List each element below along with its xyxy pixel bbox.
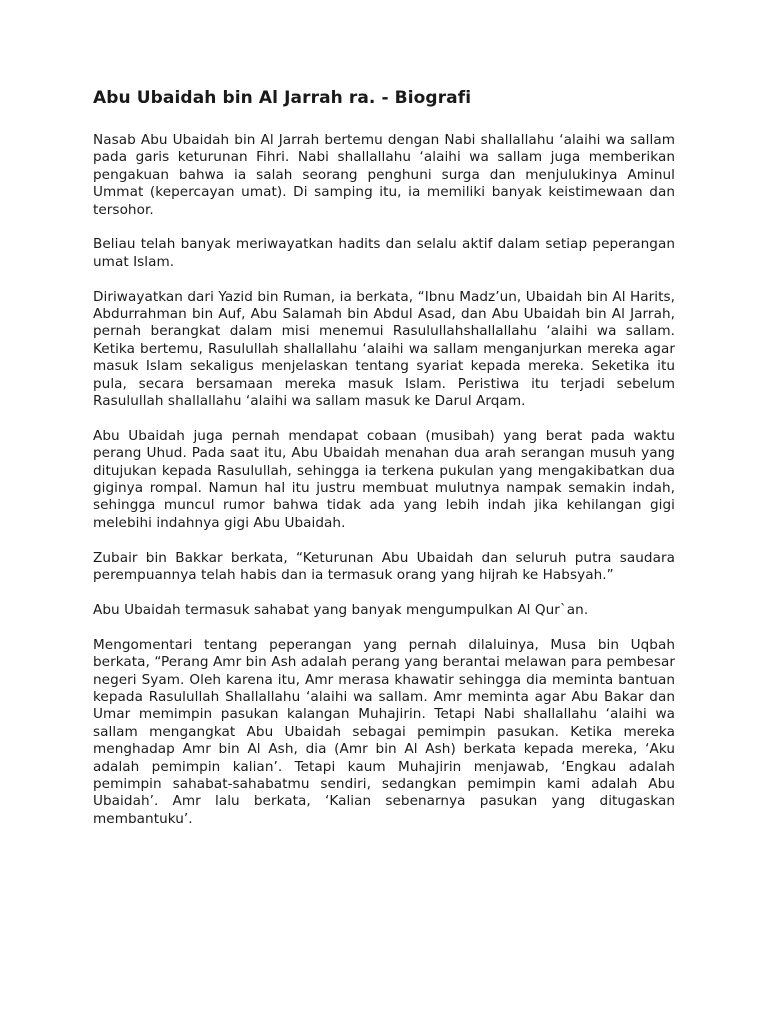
paragraph-perang-uhud: Abu Ubaidah juga pernah mendapat cobaan (musibah) yang berat pada waktu perang Uhud. Pada saat itu, Abu Ubaidah menahan dua arah serangan musuh yang ditujukan kepada Rasulullah, sehingga ia terkena pukulan yang mengakibatkan dua giginya rompal. Namun hal itu justru membuat mulutnya nampak semakin indah, sehingga muncul rumor bahwa tidak ada yang lebih indah jika kehilangan gigi melebihi indahnya gigi Abu Ubaidah. — [93, 427, 675, 531]
paragraph-zubair-bin-bakkar: Zubair bin Bakkar berkata, “Keturunan Abu Ubaidah dan seluruh putra saudara perempuannya telah habis dan ia termasuk orang yang hijrah ke Habsyah.” — [93, 549, 675, 584]
paragraph-al-quran: Abu Ubaidah termasuk sahabat yang banyak mengumpulkan Al Qur`an. — [93, 601, 589, 618]
paragraph-hadits: Beliau telah banyak meriwayatkan hadits dan selalu aktif dalam setiap peperangan umat Islam. — [93, 236, 675, 270]
document-page — [93, 86, 675, 846]
document-title: Abu Ubaidah bin Al Jarrah ra. - Biografi — [93, 88, 472, 108]
paragraph-musa-bin-uqbah: Mengomentari tentang peperangan yang pernah dilaluinya, Musa bin Uqbah berkata, “Perang Amr bin Ash adalah perang yang berantai melawan para pembesar negeri Syam. Oleh karena itu, Amr merasa khawatir sehingga dia meminta bantuan kepada Rasulullah Shallallahu ‘alaihi wa sallam. Amr meminta agar Abu Bakar dan Umar memimpin pasukan kalangan Muhajirin. Tetapi Nabi shallallahu ‘alaihi wa sallam mengangkat Abu Ubaidah sebagai pemimpin pasukan. Ketika mereka menghadap Amr bin Al Ash, dia (Amr bin Al Ash) berkata kepada mereka, ‘Aku adalah pemimpin kalian’. Tetapi kaum Muhajirin menjawab, ‘Engkau adalah pemimpin sahabat-sahabatmu sendiri, sedangkan pemimpin kami adalah Abu Ubaidah’. Amr lalu berkata, ‘Kalian sebenarnya pasukan yang ditugaskan membantuku’. — [93, 636, 675, 827]
paragraph-yazid-bin-ruman: Diriwayatkan dari Yazid bin Ruman, ia berkata, “Ibnu Madz’un, Ubaidah bin Al Harits, Abdurrahman bin Auf, Abu Salamah bin Abdul Asad, dan Abu Ubaidah bin Al Jarrah, pernah berangkat dalam misi menemui Rasulullahshallallahu ‘alaihi wa sallam. Ketika bertemu, Rasulullah shallallahu ‘alaihi wa sallam menganjurkan mereka agar masuk Islam sekaligus menjelaskan tentang syariat kepada mereka. Seketika itu pula, secara bersamaan mereka masuk Islam. Peristiwa itu terjadi sebelum Rasulullah shallallahu ‘alaihi wa sallam masuk ke Darul Arqam. — [93, 288, 675, 410]
paragraph-nasab: Nasab Abu Ubaidah bin Al Jarrah bertemu dengan Nabi shallallahu ‘alaihi wa sallam pada garis keturunan Fihri. Nabi shallallahu ‘alaihi wa sallam juga memberikan pengakuan bahwa ia salah seorang penghuni surga dan menjulukinya Aminul Ummat (kepercayan umat). Di samping itu, ia memiliki banyak keistimewaan dan tersohor. — [93, 132, 675, 218]
